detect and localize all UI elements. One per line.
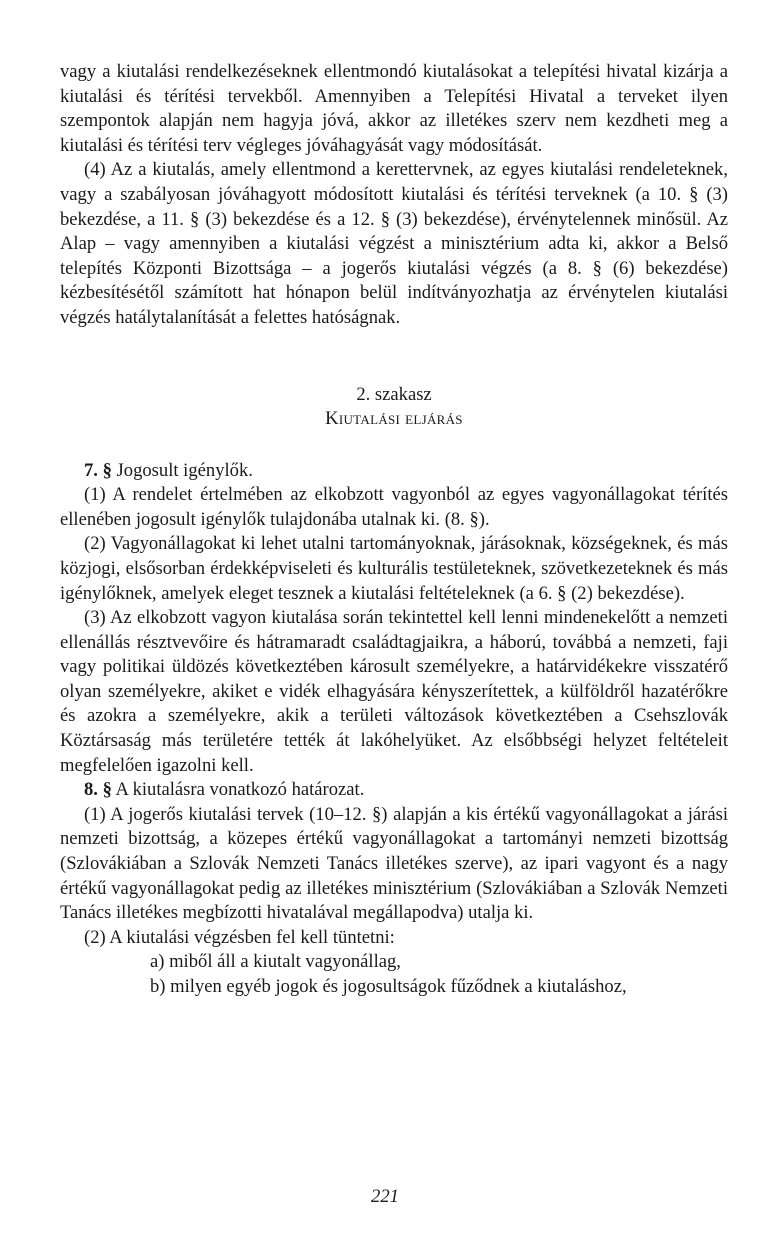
section-7-title: Jogosult igénylők.: [116, 459, 253, 481]
chapter-title: Kiutalási eljárás: [325, 407, 463, 429]
chapter-heading: [60, 383, 728, 431]
section-7-heading: [60, 459, 728, 484]
body-text: [60, 60, 728, 1000]
section-8-heading: [60, 778, 728, 803]
section-7-number: 7. §: [84, 459, 112, 481]
section-8-paragraph-2: (2) A kiutalási végzésben fel kell tüntetni:: [84, 926, 395, 948]
section-7-paragraph-1: (1) A rendelet értelmében az elkobzott vagyonból az egyes vagyonállagokat térítés ellenében jogosult igénylők tulajdonába utalnak ki. (8. §).: [60, 484, 728, 530]
chapter-number: 2. szakasz: [356, 383, 432, 405]
paragraph-4: (4) Az a kiutalás, amely ellentmond a kerettervnek, az egyes kiutalási rendeleteknek, vagy a szabályosan jóváhagyott módosított kiutalási és térítési terveknek (a 10. § (3) bekezdése, a 11. § (3) bekezdése és a 12. § (3) bekezdése), érvénytelennek minősül. Az Alap – vagy amennyiben a kiutalási végzést a minisztérium adta ki, akkor a Belső telepítés Központi Bizottsága – a jogerős kiutalási végzés (a 8. § (6) bekezdése) kézbesítésétől számított hat hónapon belül indítványozhatja az érvénytelen kiutalási végzés hatálytalanítását a felettes hatóságnak.: [60, 159, 728, 328]
list-item-a: a) miből áll a kiutalt vagyonállag,: [150, 951, 401, 973]
list-item-b: b) milyen egyéb jogok és jogosultságok fűződnek a kiutaláshoz,: [150, 976, 627, 997]
section-8-title: A kiutalásra vonatkozó határozat.: [115, 779, 365, 801]
section-7-paragraph-2: (2) Vagyonállagokat ki lehet utalni tartományoknak, járásoknak, községeknek, és más közjogi, elsősorban érdekképviseleti és kulturális testületeknek, szövetkezeteknek és más igénylőknek, amelyek eleget tesznek a kiutalási feltételeknek (a 6. § (2) bekezdése).: [60, 533, 728, 604]
section-8-number: 8. §: [84, 779, 112, 801]
page-number: 221: [371, 1186, 399, 1207]
section-8-paragraph-1: (1) A jogerős kiutalási tervek (10–12. §) alapján a kis értékű vagyonállagokat a járási nemzeti bizottság, a közepes értékű vagyonállagokat a tartományi nemzeti bizottság (Szlovákiában a Szlovák Nemzeti Tanács illetékes szerve), az ipari vagyont és a nagy értékű vagyonállagokat pedig az illetékes minisztérium (Szlovákiában a Szlovák Nemzeti Tanács illetékes megbízotti hivatalával megállapodva) utalja ki.: [60, 803, 728, 924]
paragraph-continuation: vagy a kiutalási rendelkezéseknek ellentmondó kiutalásokat a telepítési hivatal kizárja a kiutalási és térítési tervekből. Amennyiben a Telepítési Hivatal a terveket ilyen szempontok alapján nem hagyja jóvá, akkor az illetékes szerv nem kezdheti meg a kiutalási és térítési terv végleges jóváhagyását vagy módosítását.: [60, 61, 728, 156]
section-7-paragraph-3: (3) Az elkobzott vagyon kiutalása során tekintettel kell lenni mindenekelőtt a nemzeti ellenállás résztvevőire és hátramaradt családtagjaikra, a háború, továbbá a nemzeti, faji vagy politikai üldözés következtében károsult személyekre, a határvidékekre visszatérő olyan személyekre, akiket e vidék elhagyására kényszerítettek, a külföldről hazatérőkre és azokra a személyekre, akik a területi változások következtében a Csehszlovák Köztársaság más területére tették át lakóhelyüket. Az elsőbbségi helyzet feltételeit megfelelően igazolni kell.: [60, 607, 728, 776]
